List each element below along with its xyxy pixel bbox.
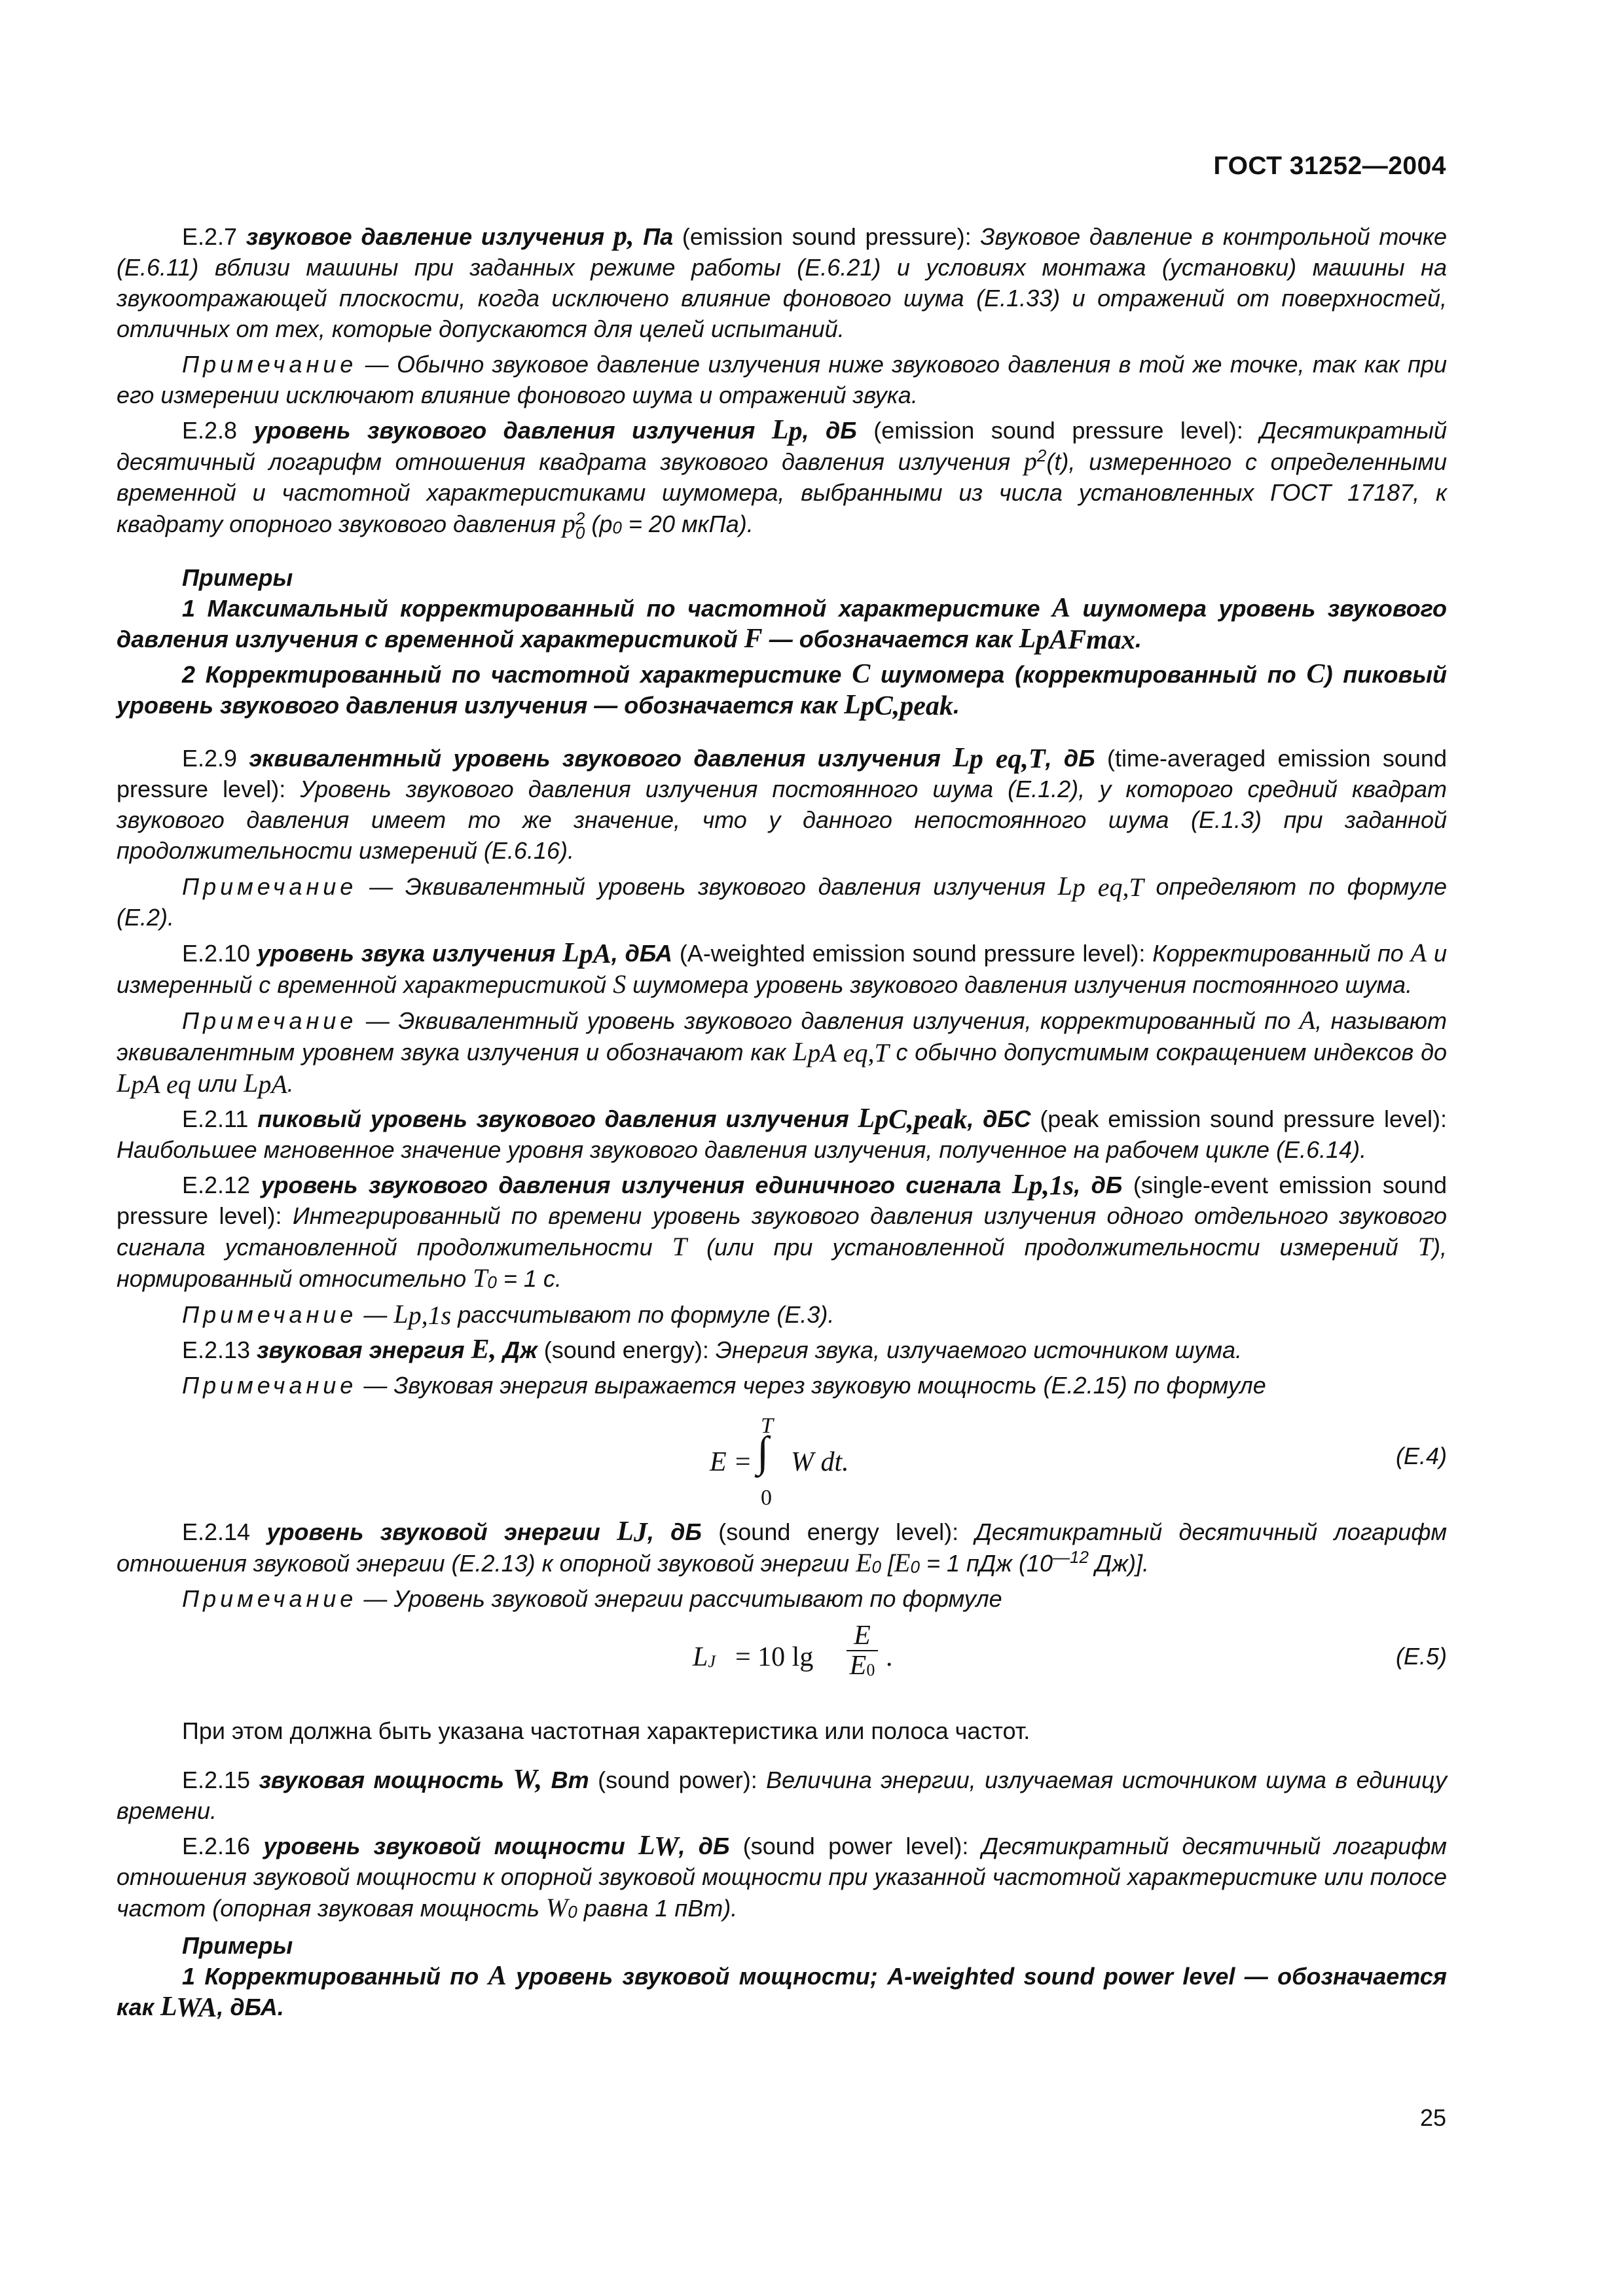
formula-number: (Е.4) [1395,1443,1447,1470]
clause-e-2-8: Е.2.8 уровень звукового давления излучения $L_p$, дБ (emission sound pressure level): Десятикратный десятичный логарифм отношения квадрата звукового давления излучения $p^2(t)$, измеренного с определенными временной и частотной характеристиками шумомера, выбранными из числа установленных ГОСТ 17187, к квадрату опорного звукового давления p 2 0 ($p_0 = 20$ мкПа). [117,415,1447,543]
term: уровень звукового давления излучения [253,417,756,444]
term: уровень звукового давления излучения единичного сигнала [261,1172,1002,1199]
examples-heading: Примеры [182,1932,293,1960]
clause-e-2-9: Е.2.9 эквивалентный уровень звукового давления излучения $L_{p eq,T}$, дБ (time-averaged emission sound pressure level): Уровень звукового давления излучения постоянного шума (Е.1.2), у которого средний квадрат звукового давления имеет то же значение, что у данного непостоянного шума (Е.1.3) при заданной продолжительности измерений (Е.6.16). [117,743,1448,865]
example-2: 2 Корректированный по частотной характеристике C шумомера (корректированный по C) пиковый уровень звукового давления излучения — обозначается как $L_{pC,peak}$. [117,659,1447,722]
clause-e-2-10: Е.2.10 уровень звука излучения $L_{pA}$, дБА (A-weighted emission sound pressure level): Корректированный по A и измеренный с временной характеристикой S шумомера уровень звукового давления излучения постоянного шума. [117,938,1447,999]
clause-e-2-11: Е.2.11 пиковый уровень звукового давления излучения $L_{pC,peak}$, дБС (peak emission sound pressure level): Наибольшее мгновенное значение уровня звукового давления излучения, полученное на рабочем цикле (Е.6.14). [117,1103,1447,1164]
formula-e-4: T E = ∫ W dt. 0 (Е.4) [710,1414,1447,1511]
clause-e-2-14: Е.2.14 уровень звуковой энергии $L_J$, дБ (sound energy level): Десятикратный десятичный логарифм отношения звуковой энергии (Е.2.13) к опорной звуковой энергии $E_0$ [$E_0 = 1$ пДж ($10^{—12}$ Дж)]. [117,1516,1447,1578]
note-e-2-9: Примечание — Эквивалентный уровень звукового давления излучения $L_{p eq,T}$ определяют по формуле (Е.2). [117,871,1447,931]
clause-e-2-15: Е.2.15 звуковая мощность W, Вт (sound power): Величина энергии, излучаемая источником шума в единицу времени. [117,1765,1447,1825]
page-number: 25 [1419,2104,1446,2131]
example-1: 1 Максимальный корректированный по частотной характеристике A шумомера уровень звукового давления излучения с временной характеристикой F — обозначается как $L_{pAFmax}$. [117,593,1447,656]
term: звуковая энергия [257,1336,465,1364]
clause-e-2-7: Е.2.7 звуковое давление излучения p, Па (emission sound pressure): Звуковое давление в контрольной точке (Е.6.11) вблизи машины при заданных режиме работы (Е.6.21) и условиях монтажа (установки) машины на звукоотражающей плоскости, когда исключено влияние фонового шума (Е.1.33) и отражений от поверхностей, отличных от тех, которые допускаются для целей испытаний. [117,221,1447,342]
clause-e-2-12: Е.2.12 уровень звукового давления излучения единичного сигнала $L_{p,1s}$, дБ (single-event emission sound pressure level): Интегрированный по времени уровень звукового давления излучения одного отдельного звукового сигнала установленной продолжительности T (или при установленной продолжительности измерений T), нормированный относительно $T_0 = 1$ с. [117,1170,1448,1293]
examples-heading: Примеры [182,564,293,592]
note-e-2-12: Примечание — $L_{p,1s}$ рассчитывают по формуле (Е.3). [182,1299,835,1331]
clause-e-2-13: Е.2.13 звуковая энергия E, Дж (sound energy): Энергия звука, излучаемого источником шума. [182,1335,1243,1365]
document-header: ГОСТ 31252—2004 [1213,152,1446,180]
integral-sign: ∫ [757,1428,769,1477]
term: эквивалентный уровень звукового давления излучения [249,745,941,772]
formula-number: (Е.5) [1395,1643,1447,1670]
term: уровень звуковой энергии [266,1518,600,1546]
note-e-2-7: Примечание — Обычно звуковое давление излучения ниже звукового давления в той же точке, так как при его измерении исключают влияние фонового шума и отражений звука. [117,351,1447,408]
note-e-2-13: Примечание — Звуковая энергия выражается через звуковую мощность (Е.2.15) по формуле [182,1372,1266,1399]
term: пиковый уровень звукового давления излучения [257,1105,849,1133]
fraction: E $E_0$ [847,1621,878,1680]
term: звуковая мощность [259,1767,504,1794]
plain-note: При этом должна быть указана частотная характеристика или полоса частот. [182,1717,1030,1745]
term: уровень звука излучения [257,940,556,967]
example-1: 1 Корректированный по A уровень звуковой мощности; A-weighted sound power level — обозначается как $L_{WA}$, дБА. [117,1961,1447,2024]
term: звуковое давление излучения [246,223,605,250]
document-body [117,221,1447,2027]
note-e-2-10: Примечание — Эквивалентный уровень звукового давления излучения, корректированный по A, называют эквивалентным уровнем звука излучения и обозначают как $L_{pA eq,T}$ с обычно допустимым сокращением индексов до $L_{pA eq}$ или $L_{pA}$. [117,1005,1447,1100]
term: уровень звуковой мощности [263,1833,625,1860]
formula-e-5: $L_J$ = 10 lg E $E_0$ . (Е.5) [693,1621,1447,1681]
note-e-2-14: Примечание — Уровень звуковой энергии рассчитывают по формуле [182,1585,1002,1613]
clause-e-2-16: Е.2.16 уровень звуковой мощности $L_W$, дБ (sound power level): Десятикратный десятичный логарифм отношения звуковой мощности к опорной звуковой мощности при указанной частотной характеристике или полосе частот (опорная звуковая мощность $W_0$ равна 1 пВт). [117,1831,1447,1923]
